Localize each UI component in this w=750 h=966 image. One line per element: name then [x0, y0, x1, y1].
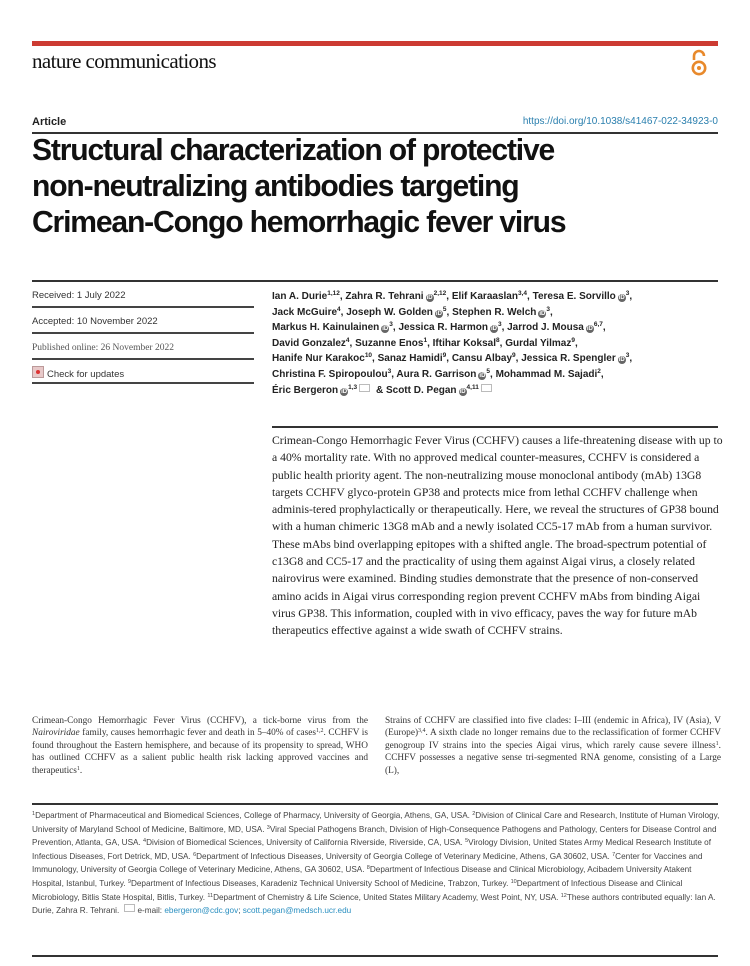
citation-ref[interactable]: 1	[76, 765, 80, 772]
body-text: Strains of CCHFV are classified into five clades: I–III (endemic in Africa), IV (Asia), V (Europe)	[385, 716, 721, 739]
affiliation-text: These authors contributed equally: Ian A. Durie, Zahra R. Tehrani.	[32, 892, 716, 916]
author-affiliation-ref: 3	[497, 321, 502, 329]
author-name[interactable]: Ian A. Durie	[272, 291, 328, 302]
orcid-icon[interactable]: iD	[490, 326, 497, 333]
author-name[interactable]: Mohammad M. Sajadi	[495, 368, 598, 380]
affiliation-text: Department of Infectious Diseases, Karadeniz Technical University School of Medicine, Trabzon, Turkey.	[130, 878, 511, 888]
author-separator: ,	[574, 337, 578, 349]
author-affiliation-ref: 3	[625, 352, 630, 360]
author-name[interactable]: Jack McGuire	[272, 306, 338, 318]
author-affiliation-ref: 9	[571, 336, 575, 344]
author-affiliation-ref: 1,12	[327, 290, 340, 297]
title-line: Crimean-Congo hemorrhagic fever virus	[32, 204, 566, 239]
author-name[interactable]: Jessica R. Spengler	[521, 353, 616, 365]
author-separator: ,	[372, 353, 378, 365]
author-name[interactable]: Sanaz Hamidi	[377, 353, 443, 365]
author-separator: ,	[349, 337, 356, 349]
author-affiliation-ref: 3	[625, 290, 630, 297]
author-name[interactable]: Éric Bergeron	[272, 384, 339, 396]
author-separator: ,	[602, 322, 606, 334]
affiliation-text: Department of Infectious Diseases, University of Georgia College of Veterinary Medicine, Athens, GA 30602, USA.	[196, 851, 613, 861]
author-affiliation-ref: 5	[486, 367, 491, 375]
affiliation-text: Division of Biomedical Sciences, University of California Riverside, Riverside, CA, USA.	[146, 838, 466, 848]
body-text: . CCHFV possesses a negative sense tri-segmented RNA genome, consisting of a Large (L),	[385, 740, 721, 776]
check-for-updates-label: Check for updates	[47, 369, 125, 380]
author-affiliation-ref: 2	[597, 367, 601, 375]
affiliation-text: Department of Infectious Disease and Clinical Microbiology, Acibadem University Atakent Hospital, Istanbul, Turkey.	[32, 865, 692, 888]
author-name[interactable]: Joseph W. Golden	[346, 306, 433, 318]
affiliation-text: Department of Infectious Disease and Clinical Microbiology, Bitlis State Hospital, Bitlis, Turkey.	[32, 878, 683, 902]
author-name[interactable]: Aura R. Garrison	[396, 368, 477, 380]
mail-icon[interactable]	[359, 384, 370, 392]
author-separator: ,	[340, 306, 347, 318]
footer-rule	[32, 955, 718, 957]
author-separator: ,	[339, 291, 346, 302]
author-name[interactable]: Jessica R. Harmon	[398, 322, 488, 334]
body-text: Crimean-Congo Hemorrhagic Fever Virus (CCHFV), a tick-borne virus from the	[32, 716, 368, 726]
affiliation-number: 1	[32, 811, 36, 817]
author-separator: ,	[427, 337, 433, 349]
author-separator: ,	[446, 353, 452, 365]
body-column-1	[32, 715, 368, 777]
author-name[interactable]: Cansu Albay	[451, 353, 513, 365]
author-separator: ,	[446, 306, 453, 318]
citation-ref[interactable]: 1,2	[316, 728, 324, 735]
author-name[interactable]: Stephen R. Welch	[452, 306, 537, 318]
affiliation-number: 10	[510, 878, 517, 885]
abstract-rule	[272, 426, 718, 428]
author-name[interactable]: Iftihar Koksal	[432, 337, 496, 349]
check-for-updates-icon	[32, 366, 44, 378]
author-affiliation-ref: 3	[387, 367, 392, 375]
author-affiliation-ref: 9	[512, 352, 516, 360]
author-separator: ,	[391, 368, 397, 380]
author-separator: &	[373, 384, 386, 396]
author-separator: ,	[392, 322, 399, 334]
author-name[interactable]: David Gonzalez	[272, 337, 346, 349]
mail-icon	[124, 904, 135, 912]
author-affiliation-ref: 8	[496, 336, 500, 344]
author-affiliation-ref: 2,12	[433, 290, 447, 297]
affiliation-number: 4	[143, 838, 147, 845]
journal-header-bar	[32, 41, 718, 46]
author-affiliation-ref: 4	[345, 336, 350, 344]
author-affiliation-ref: 3,4	[517, 290, 528, 297]
orcid-icon[interactable]: iD	[618, 357, 625, 364]
author-name[interactable]: Christina F. Spiropoulou	[272, 368, 388, 380]
body-text: family, causes hemorrhagic fever and death in 5–40% of cases	[79, 728, 317, 739]
author-affiliation-ref: 5	[442, 305, 447, 313]
divider	[32, 306, 254, 308]
affiliation-text: Center for Vaccines and Immunology, University of Georgia College of Veterinary Medicine, Athens, GA 30602, USA.	[32, 851, 703, 875]
author-separator: ,	[515, 353, 522, 365]
affiliation-number: 11	[207, 892, 214, 899]
author-separator: ,	[629, 353, 633, 365]
body-text: . CCHFV is found throughout the Eastern hemisphere, and because of its propensity to spread, WHO has outlined CCHFV as a salient public health risk lacking approved vaccines and therapeutics	[32, 728, 368, 776]
author-name[interactable]: Elif Karaaslan	[451, 291, 518, 302]
affiliation-number: 8	[366, 865, 370, 872]
author-affiliation-ref: 4	[337, 305, 341, 313]
affiliation-text: Division of Clinical Care and Research, Institute of Human Virology, University of Maryland School of Medicine, Baltimore, MD, USA.	[32, 811, 720, 834]
article-type-label: Article	[32, 116, 67, 128]
body-text: . A sixth clade no longer remains due to the reclassification of former CCHFV genogroup IV strains into the species Aigai virus, which rarely cause severe illness	[385, 728, 721, 751]
affiliation-text: Virology Division, United States Army Medical Research Institute of Infectious Diseases, Fort Detrick, MD, USA.	[32, 838, 711, 861]
author-separator: ,	[550, 306, 553, 318]
email-label: ;	[238, 906, 243, 916]
author-name[interactable]: Gurdal Yilmaz	[505, 337, 572, 349]
divider	[32, 332, 254, 334]
accepted-date: Accepted: 10 November 2022	[32, 316, 158, 327]
title-line: non-neutralizing antibodies targeting	[32, 168, 519, 203]
author-affiliation-ref: 3	[546, 305, 551, 313]
orcid-icon[interactable]: iD	[435, 310, 442, 317]
email-link[interactable]: scott.pegan@medsch.ucr.edu	[242, 906, 352, 916]
title-line: Structural characterization of protective	[32, 132, 555, 167]
affiliation-text: Viral Special Pathogens Branch, Division of High-Consequence Pathogens and Pathology, Centers for Disease Control and Prevention, Atlanta, GA, USA.	[32, 824, 717, 848]
body-column-2	[385, 715, 721, 777]
author-affiliation-ref: 4,11	[466, 383, 479, 391]
author-name[interactable]: Jarrod J. Mousa	[507, 322, 584, 334]
affiliation-number: 5	[465, 838, 469, 845]
mail-icon[interactable]	[481, 384, 492, 392]
email-label: e-mail:	[137, 906, 165, 916]
email-link[interactable]: ebergeron@cdc.gov	[164, 906, 239, 916]
orcid-icon[interactable]: iD	[459, 388, 466, 395]
orcid-icon[interactable]: iD	[618, 295, 625, 301]
author-affiliation-ref: 1,3	[348, 383, 358, 391]
affiliation-number: 2	[472, 811, 476, 817]
open-access-icon	[690, 48, 708, 78]
author-name[interactable]: Hanife Nur Karakoc	[272, 353, 365, 365]
author-name[interactable]: Scott D. Pegan	[385, 384, 457, 396]
author-name[interactable]: Zahra R. Tehrani	[345, 291, 424, 302]
orcid-icon[interactable]: iD	[426, 295, 433, 301]
received-date: Received: 1 July 2022	[32, 290, 126, 301]
affiliation-number: 6	[193, 851, 197, 858]
author-separator: ,	[629, 291, 633, 302]
author-list	[272, 289, 722, 398]
author-affiliation-ref: 9	[442, 352, 447, 360]
author-affiliation-ref: 1	[423, 336, 428, 344]
affiliation-text: Department of Chemistry & Life Science, United States Military Academy, West Point, NY, USA.	[213, 892, 561, 902]
metadata-rule	[32, 280, 718, 282]
body-text: .	[79, 765, 83, 776]
author-name[interactable]: Markus H. Kainulainen	[272, 322, 380, 334]
citation-ref[interactable]: 3,4	[418, 728, 426, 735]
doi-link[interactable]: https://doi.org/10.1038/s41467-022-34923-0	[522, 116, 718, 127]
divider	[32, 358, 254, 360]
affiliation-number: 9	[127, 878, 131, 885]
affiliations	[32, 809, 722, 918]
published-date-text: Published online: 26 November 2022	[32, 343, 174, 353]
affiliation-text: Department of Pharmaceutical and Biomedical Sciences, College of Pharmacy, University of Georgia, Athens, GA, USA.	[35, 811, 473, 820]
author-separator: ,	[446, 291, 452, 302]
abstract: Crimean-Congo Hemorrhagic Fever Virus (CCHFV) causes a life-threatening disease with up to a 40% mortality rate. With no approved medical counter-measures, CCHFV is considered a public health priority agent. The non-neutralizing mouse monoclonal antibody (mAb) 13G8 targets CCHFV glyco-protein GP38 and protects mice from lethal CCHFV challenge when adminis-tered prophylactically or therapeutically. Here, we reveal the structures of GP38 bound with a human chimeric 13G8 mAb and a newly isolated CC5-17 mAb from a human survivor. These mAbs bind overlapping epitopes with a shifted angle. The broad-spectrum potential of c13G8 and CC5-17 and the practicality of using them against Aigai virus, a closely related nairovirus were examined. Binding studies demonstrate that the presence of non-conserved amino acids in Aigai virus corresponding region prevent CCHFV mAbs from binding Aigai virus GP38. This information, coupled with in vivo efficacy, paves the way for future mAb therapeutics effective against a wide swath of CCHFV strains.	[272, 434, 723, 638]
article-title	[32, 132, 701, 240]
check-for-updates-button[interactable]	[32, 366, 254, 380]
author-affiliation-ref: 6,7	[593, 321, 603, 329]
author-separator: ,	[600, 368, 604, 380]
citation-ref[interactable]: 1	[715, 740, 719, 747]
author-separator: ,	[499, 337, 506, 349]
affiliation-number: 3	[266, 824, 270, 831]
published-date	[32, 342, 254, 353]
author-separator: ,	[490, 368, 496, 380]
affiliation-number: 12	[560, 892, 567, 899]
orcid-icon[interactable]: iD	[382, 326, 389, 333]
author-separator: ,	[501, 322, 508, 334]
author-name[interactable]: Suzanne Enos	[355, 337, 424, 349]
orcid-icon[interactable]: iD	[341, 388, 348, 395]
divider	[32, 382, 254, 384]
family-name: Nairoviridae	[32, 728, 80, 739]
author-affiliation-ref: 10	[364, 352, 373, 360]
orcid-icon[interactable]: iD	[586, 326, 593, 333]
author-name[interactable]: Teresa E. Sorvillo	[532, 291, 616, 302]
journal-name: nature communications	[32, 49, 216, 73]
orcid-icon[interactable]: iD	[539, 310, 546, 317]
orcid-icon[interactable]: iD	[479, 372, 486, 379]
affiliations-rule	[32, 803, 718, 805]
author-separator: ,	[527, 291, 533, 302]
affiliation-number: 7	[612, 851, 616, 858]
author-affiliation-ref: 3	[389, 321, 393, 329]
